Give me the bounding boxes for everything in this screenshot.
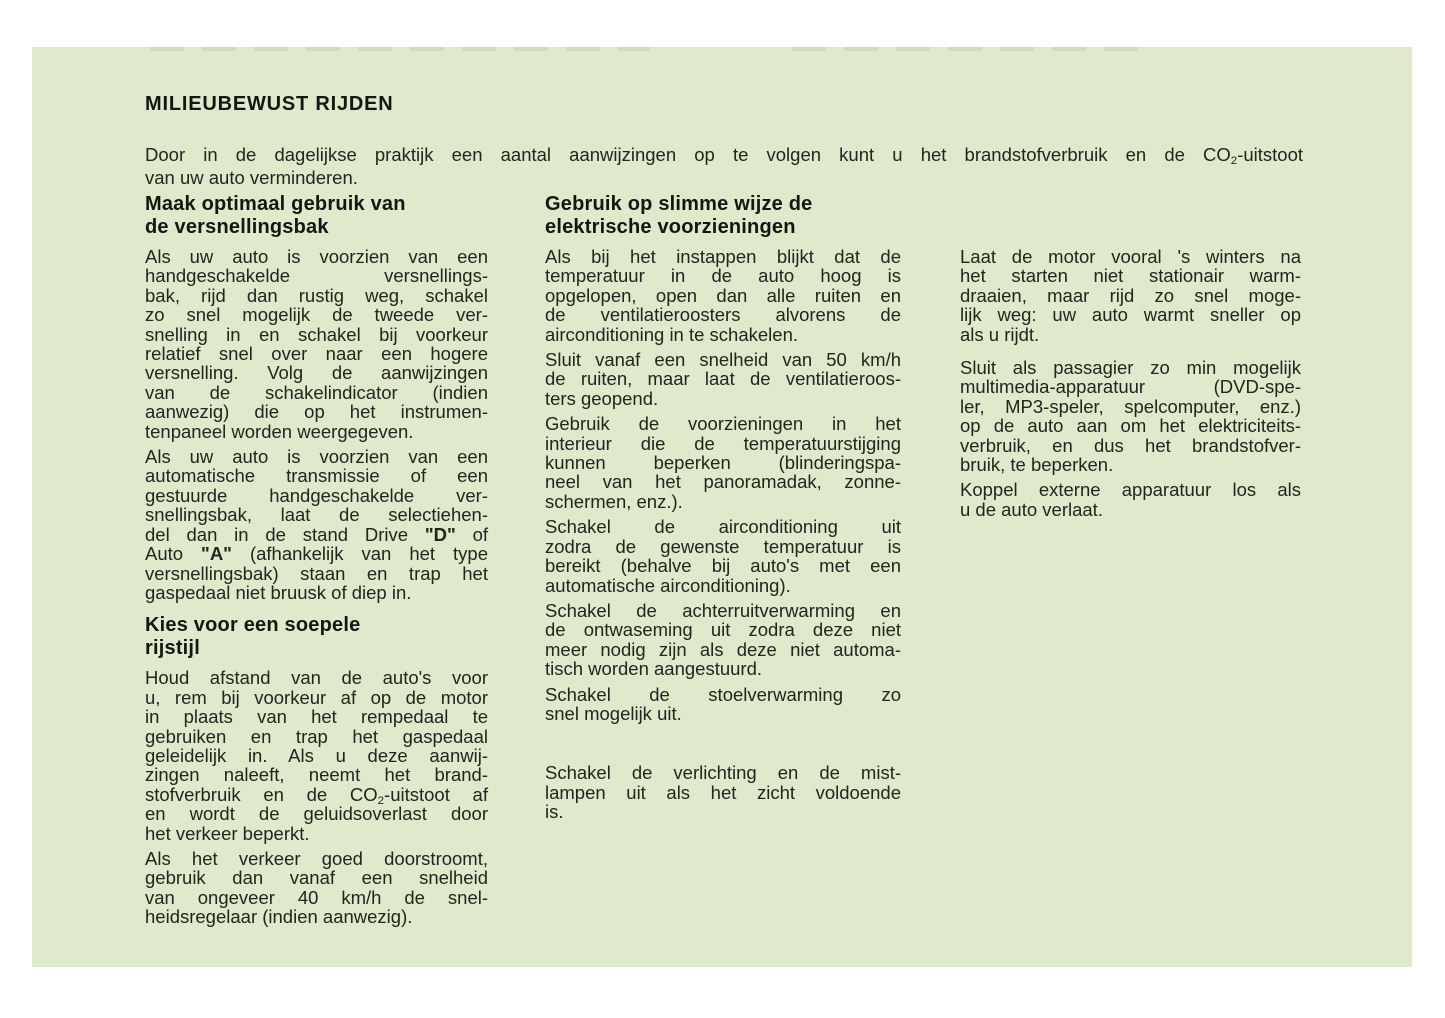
text-line: zodra de gewenste temperatuur is — [545, 535, 901, 557]
text-line: Als uw auto is voorzien van een — [145, 446, 488, 468]
paragraph — [960, 480, 1301, 519]
text-line: ters geopend. — [545, 387, 659, 409]
text-line: opgelopen, open dan alle ruiten en — [545, 284, 901, 306]
text-line: de ventilatieroosters alvorens de — [545, 304, 901, 326]
text-line: het starten niet stationair warm- — [960, 265, 1301, 287]
paragraph — [545, 685, 901, 724]
text-line: snel mogelijk uit. — [545, 702, 682, 724]
text-line: Als bij het instappen blijkt dat de — [545, 246, 901, 267]
heading-line: rijstijl — [145, 637, 200, 660]
text-line: Auto "A" (afhankelijk van het type — [145, 543, 488, 565]
text-line: verbruik, en dus het brandstofver- — [960, 434, 1301, 456]
text-line: op de auto aan om het elektriciteits- — [960, 415, 1301, 437]
paragraph — [545, 763, 901, 821]
text-line: relatief snel over naar een hogere — [145, 343, 488, 365]
paragraph — [145, 447, 488, 602]
text-line: Als uw auto is voorzien van een — [145, 246, 488, 267]
page-title: MILIEUBEWUST RIJDEN — [145, 93, 394, 115]
text-line: snelling in en schakel bij voorkeur — [145, 323, 488, 345]
text-line: bruik, te beperken. — [960, 454, 1114, 476]
text-line: het verkeer beperkt. — [145, 822, 310, 844]
paragraph — [545, 414, 901, 511]
text-line: multimedia-apparatuur (DVD-spe- — [960, 376, 1301, 398]
text-line: tisch worden aangestuurd. — [545, 658, 762, 680]
text-line: bereikt (behalve bij auto's met een — [545, 555, 901, 577]
column-electrical — [545, 193, 901, 822]
text-line: bak, rijd dan rustig weg, schakel — [145, 284, 488, 306]
text-line: Door in de dagelijkse praktijk een aantal aanwijzingen op te volgen kunt u het brandstofverbruik en de $CO_2$-uitstoot — [145, 144, 1303, 167]
paragraph — [145, 247, 488, 441]
text-line: airconditioning in te schakelen. — [545, 323, 798, 345]
text-line: en wordt de geluidsoverlast door — [145, 803, 488, 825]
text-line: temperatuur in de auto hoog is — [545, 265, 901, 287]
text-line: Schakel de airconditioning uit — [545, 516, 901, 538]
text-line: interieur die de temperatuurstijging — [545, 432, 901, 454]
heading-line: de versnellingsbak — [145, 216, 329, 238]
text-line: Koppel externe apparatuur los als — [960, 479, 1301, 501]
text-line: heidsregelaar (indien aanwezig). — [145, 906, 413, 928]
text-line: gebruik dan vanaf een snelheid — [145, 867, 488, 889]
text-line: gebruiken en trap het gaspedaal — [145, 725, 488, 747]
text-line: kunnen beperken (blinderingspa- — [545, 452, 901, 474]
scan-artifact-dashes — [792, 47, 1152, 51]
text-line: de ontwaseming uit zodra deze niet — [545, 619, 901, 641]
text-line: is. — [545, 801, 564, 823]
paragraph — [545, 517, 901, 595]
text-line: ler, MP3-speler, spelcomputer, enz.) — [960, 395, 1301, 417]
text-line: Houd afstand van de auto's voor — [145, 667, 488, 689]
heading-line: Gebruik op slimme wijze de — [545, 193, 813, 215]
text-line: tenpaneel worden weergegeven. — [145, 420, 414, 442]
text-line: Schakel de verlichting en de mist- — [545, 762, 901, 784]
text-line: van de schakelindicator (indien — [145, 381, 488, 403]
text-line: neel van het panoramadak, zonne- — [545, 471, 901, 493]
text-line: geleidelijk in. Als u deze aanwij- — [145, 744, 488, 766]
text-line: del dan in de stand Drive "D" of — [145, 523, 488, 545]
text-line: handgeschakelde versnellings- — [145, 265, 488, 287]
text-line: Gebruik de voorzieningen in het — [545, 413, 901, 435]
intro-paragraph — [145, 144, 1303, 189]
text-line: gaspedaal niet bruusk of diep in. — [145, 581, 412, 603]
text-line: Schakel de stoelverwarming zo — [545, 683, 901, 705]
text-line: van uw auto verminderen. — [145, 166, 358, 188]
text-line: u de auto verlaat. — [960, 498, 1103, 520]
paragraph — [545, 247, 901, 344]
section-heading — [145, 193, 488, 239]
text-line: schermen, enz.). — [545, 490, 683, 512]
column-gearbox — [145, 193, 488, 927]
paragraph — [960, 358, 1301, 474]
manual-page — [32, 47, 1412, 967]
text-line: u, rem bij voorkeur af op de motor — [145, 686, 488, 708]
paragraph — [145, 668, 488, 843]
paragraph — [960, 247, 1301, 344]
text-line: zingen naleeft, neemt het brand- — [145, 764, 488, 786]
column-engine-accessories — [960, 247, 1301, 519]
text-line: meer nodig zijn als deze niet automa- — [545, 638, 901, 660]
text-line: aanwezig) die op het instrumen- — [145, 401, 488, 423]
text-line: Sluit als passagier zo min mogelijk — [960, 357, 1301, 379]
heading-line: elektrische voorzieningen — [545, 216, 796, 238]
text-line: de ruiten, maar laat de ventilatieroos- — [545, 368, 901, 390]
text-line: in plaats van het rempedaal te — [145, 706, 488, 728]
text-line: van ongeveer 40 km/h de snel- — [145, 886, 488, 908]
text-line: zo snel mogelijk de tweede ver- — [145, 304, 488, 326]
section-heading — [545, 193, 901, 239]
heading-line: Kies voor een soepele — [145, 614, 361, 637]
text-line: gestuurde handgeschakelde ver- — [145, 484, 488, 506]
text-line: lijk weg: uw auto warmt sneller op — [960, 304, 1301, 326]
text-line: Laat de motor vooral 's winters na — [960, 246, 1301, 267]
text-line: als u rijdt. — [960, 323, 1040, 345]
paragraph — [545, 601, 901, 679]
text-line: lampen uit als het zicht voldoende — [545, 781, 901, 803]
text-line: versnellingsbak) staan en trap het — [145, 562, 488, 584]
scan-artifact-dashes — [150, 47, 650, 51]
text-line: versnelling. Volg de aanwijzingen — [145, 362, 488, 384]
text-line: draaien, maar rijd zo snel moge- — [960, 284, 1301, 306]
heading-line: Maak optimaal gebruik van — [145, 193, 406, 215]
text-line: stofverbruik en de $CO_2$-uitstoot af — [145, 783, 488, 807]
text-line: automatische transmissie of een — [145, 465, 488, 487]
paragraph — [145, 849, 488, 927]
text-line: Sluit vanaf een snelheid van 50 km/h — [545, 349, 901, 371]
text-line: automatische airconditioning). — [545, 574, 791, 596]
text-line: snellingsbak, laat de selectiehen- — [145, 504, 488, 526]
section-heading — [145, 614, 488, 660]
text-line: Schakel de achterruitverwarming en — [545, 599, 901, 621]
paragraph — [545, 350, 901, 408]
text-line: Als het verkeer goed doorstroomt, — [145, 847, 488, 869]
